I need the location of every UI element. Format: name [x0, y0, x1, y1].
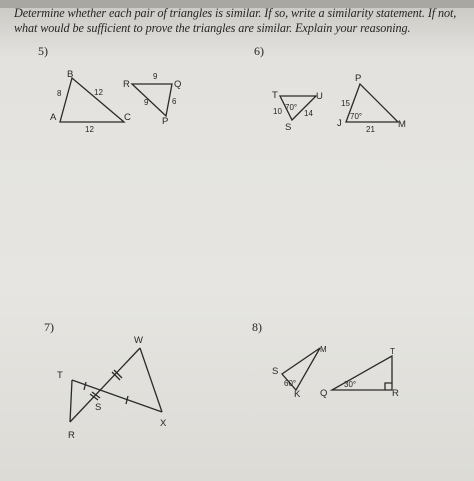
side-rp-length: 9 [144, 98, 149, 107]
side-ac-length: 12 [85, 125, 94, 134]
instructions-text: Determine whether each pair of triangles is similar. If so, write a similarity statement. If not, what would be sufficient to prove the triangles are similar. Explain your reasoning. [14, 6, 457, 35]
problem-7-number: 7) [44, 320, 54, 334]
side-ab-length: 8 [57, 89, 62, 98]
angle-j-measure: 70° [350, 112, 363, 121]
vertex-m-label: M [398, 119, 406, 130]
side-jm-length: 21 [366, 125, 375, 134]
vertex-u-label: U [316, 91, 323, 102]
vertex-s8-label: S [272, 366, 279, 377]
angle-k-measure: 60° [284, 379, 297, 388]
problem-7-figure [50, 330, 190, 450]
vertex-r8-label: R [392, 388, 399, 399]
vertex-t8-label: T [390, 347, 395, 356]
vertex-b-label: B [67, 69, 74, 80]
side-qp-length: 6 [172, 97, 177, 106]
problem-6-figure [270, 68, 420, 148]
problem-6-number: 6) [254, 44, 264, 58]
vertex-r7-label: R [68, 430, 75, 441]
vertex-w-label: W [134, 335, 143, 346]
side-rq-length: 9 [153, 72, 158, 81]
problem-8-number: 8) [252, 320, 262, 334]
side-pj-length: 15 [341, 99, 350, 108]
side-ts-length: 10 [273, 107, 282, 116]
vertex-q-label: Q [174, 79, 182, 90]
triangle-tqr [320, 347, 399, 399]
vertex-x-label: X [160, 418, 167, 429]
vertex-s7-label: S [95, 402, 102, 413]
triangle-bac [50, 69, 131, 134]
triangle-rqp [123, 72, 181, 127]
vertex-m8-label: M [320, 345, 327, 354]
angle-q-measure: 30° [344, 380, 357, 389]
bowtie-triangles [57, 335, 167, 441]
problem-8-figure [260, 336, 440, 416]
angle-s-measure: 70° [285, 103, 298, 112]
vertex-s-label: S [285, 122, 292, 133]
vertex-j-label: J [337, 118, 342, 129]
vertex-q8-label: Q [320, 388, 328, 399]
vertex-p6-label: P [355, 73, 362, 84]
triangle-msk [272, 345, 327, 400]
vertex-t-label: T [272, 90, 278, 101]
vertex-t7-label: T [57, 370, 63, 381]
vertex-c-label: C [124, 112, 131, 123]
vertex-a-label: A [50, 112, 57, 123]
side-su-length: 14 [304, 109, 313, 118]
triangle-pjm [337, 73, 406, 134]
side-bc-length: 12 [94, 88, 103, 97]
triangle-tus [272, 90, 323, 133]
vertex-k-label: K [294, 389, 301, 400]
problem-5-figure [40, 60, 200, 140]
problem-5-number: 5) [38, 44, 48, 58]
vertex-r-label: R [123, 79, 130, 90]
vertex-p-label: P [162, 116, 169, 127]
